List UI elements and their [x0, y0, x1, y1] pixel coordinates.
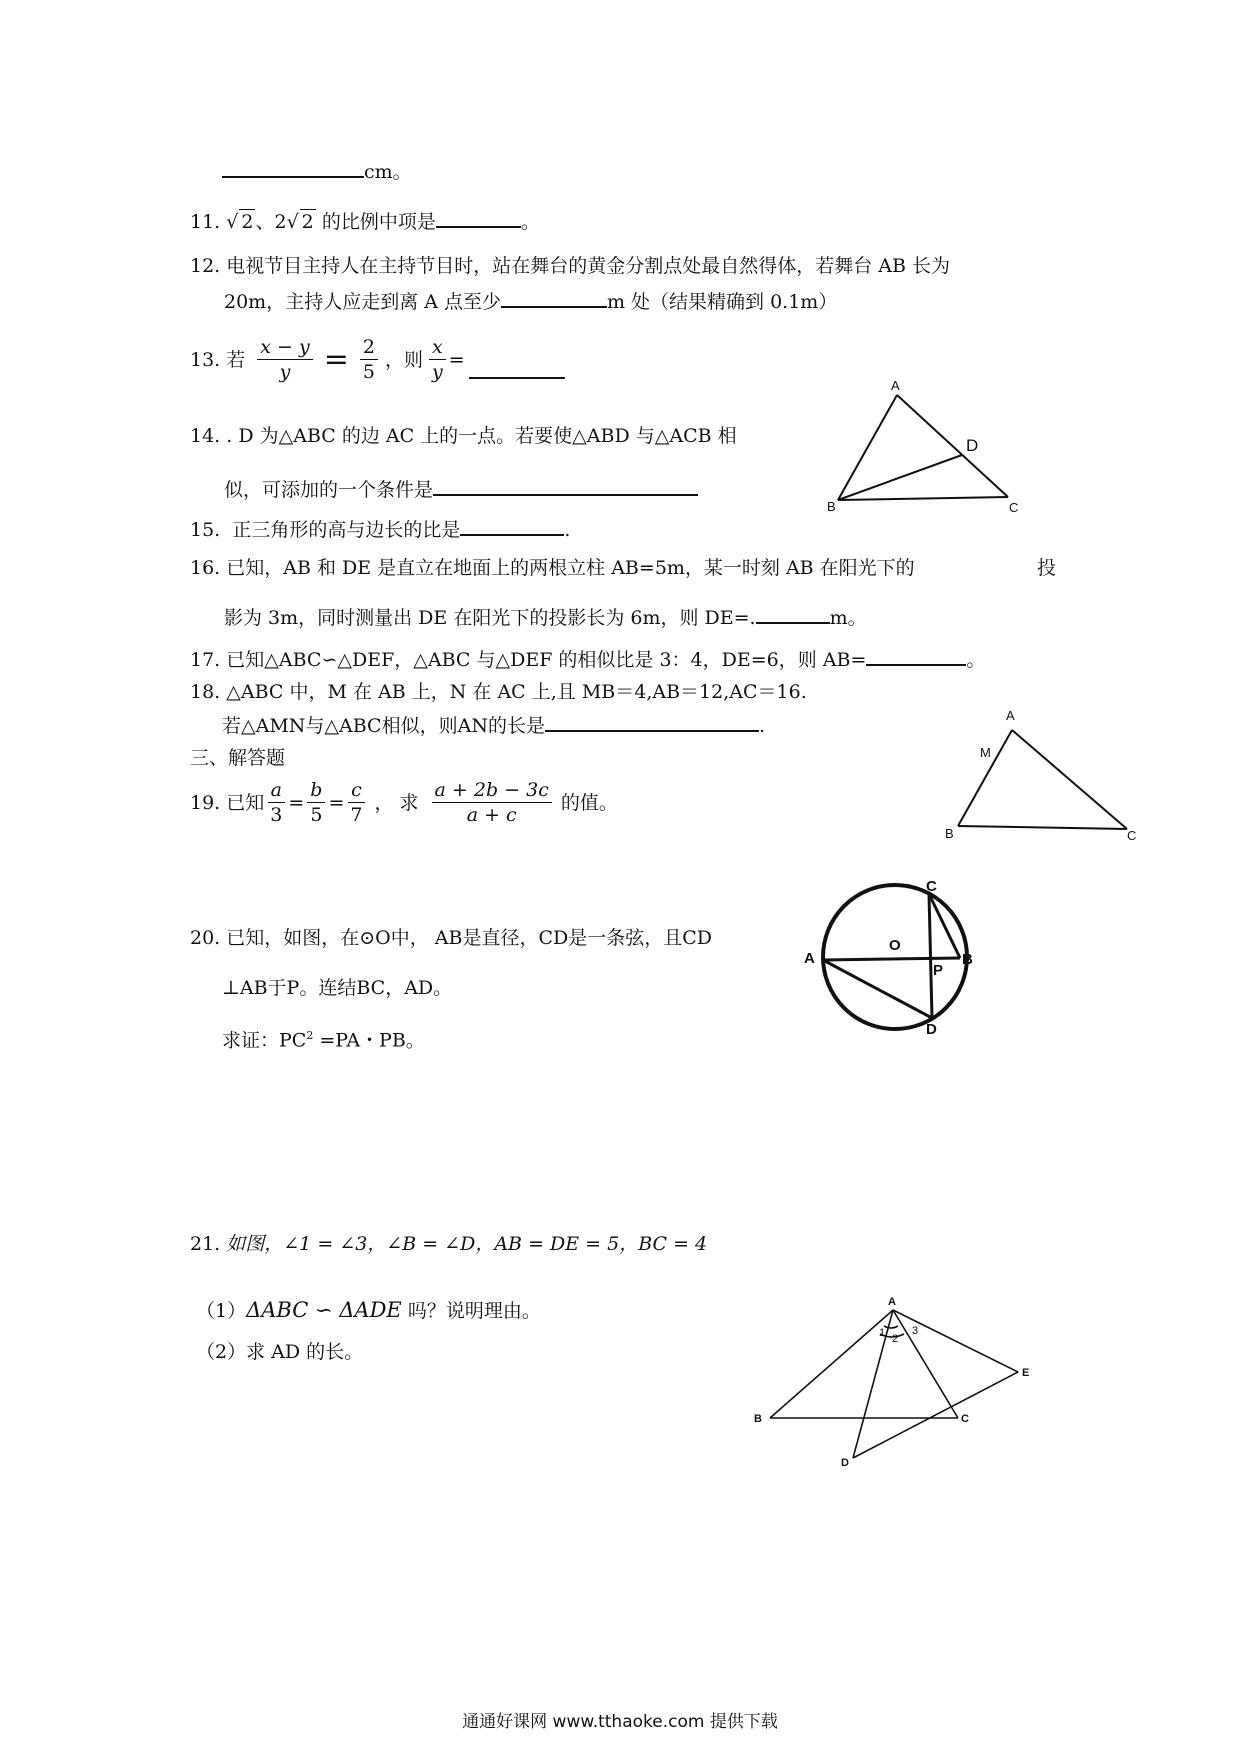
fig21-angle-2: 2 [892, 1333, 899, 1345]
question-14-line2: 似，可添加的一个条件是 [224, 476, 698, 502]
fraction: $\frac{x - y}{y}$ [257, 335, 312, 384]
fig20-label-p: P [933, 962, 944, 979]
fig18-label-b: B [945, 826, 954, 841]
fig20-label-b: B [962, 951, 973, 968]
fig14-label-c: C [1009, 500, 1019, 515]
fig20-label-a: A [804, 950, 815, 967]
question-16-line2: 影为 3m，同时测量出 DE 在阳光下的投影长为 6m，则 DE=. m。 [224, 604, 867, 630]
question-number: 15. [190, 519, 221, 541]
question-19: 19. 已知 $\frac{a}{3}$ = $\frac{b}{5}$ = $\frac{c}{7}$ ， 求 $\frac{a + 2b - 3c}{a + c}$ 的值。 [190, 779, 618, 826]
figure-circle [823, 885, 967, 1029]
fig20-label-c: C [926, 878, 937, 895]
figure-triangle-abd [838, 395, 1008, 500]
fig21-angle-1: 1 [879, 1327, 886, 1339]
fig20-label-d: D [926, 1021, 937, 1038]
question-11: 11. √ 2 、2√ 2 的比例中项是 。 [190, 208, 540, 234]
fig18-label-c: C [1127, 828, 1137, 843]
fig21-label-e: E [1022, 1367, 1030, 1379]
fig20-label-o: O [889, 937, 901, 954]
question-number: 17. [190, 649, 221, 671]
fig21-label-d: D [841, 1457, 849, 1469]
question-number: 21. [190, 1233, 221, 1255]
question-18-line1: 18. △ABC 中，M 在 AB 上，N 在 AC 上,且 MB＝4,AB＝12,AC＝16. [190, 681, 807, 703]
question-15: 15. 正三角形的高与边长的比是 . [190, 516, 570, 542]
section-heading: 三、解答题 [190, 747, 286, 769]
fraction: $\frac{b}{5}$ [307, 778, 325, 827]
fig14-label-b: B [827, 499, 836, 514]
question-18-line2: 若△AMN与△ABC相似，则AN的长是 . [222, 712, 765, 738]
question-20-line1: 20. 已知，如图，在⊙O中， AB是直径，CD是一条弦，且CD [190, 927, 713, 949]
fraction: $\frac{2}{5}$ [360, 335, 378, 384]
fig21-label-b: B [754, 1413, 762, 1425]
fig14-label-a: A [891, 378, 900, 393]
fraction: $\frac{x}{y}$ [429, 335, 446, 384]
question-21-part2: （2）求 AD 的长。 [196, 1341, 364, 1363]
fig21-label-c: C [961, 1413, 969, 1425]
fig21-label-a: A [888, 1296, 896, 1308]
question-13: 13. 若 $\frac{x - y}{y}$ = $\frac{2}{5}$ ，则 $\frac{x}{y}$ = [190, 335, 565, 384]
fig21-angle-3: 3 [912, 1325, 919, 1337]
question-16-tou: 投 [1037, 557, 1057, 579]
question-17: 17. 已知△ABC∽△DEF，△ABC 与△DEF 的相似比是 3：4，DE=6，则 AB= 。 [190, 646, 985, 672]
question-21-part1: （1）ΔABC ∽ ΔADE 吗？说明理由。 [196, 1298, 541, 1322]
question-number: 16. [190, 557, 221, 579]
question-number: 12. [190, 255, 221, 277]
fig18-label-a: A [1006, 708, 1015, 723]
question-number: 11. [190, 211, 221, 233]
question-20-line2: ⊥AB于P。连结BC，AD。 [222, 977, 453, 999]
question-number: 20. [190, 927, 221, 949]
question-16-line1: 16. 已知，AB 和 DE 是直立在地面上的两根立柱 AB=5m，某一时刻 AB 在阳光下的 [190, 557, 915, 579]
question-14-line1: 14. . D 为△ABC 的边 AC 上的一点。若要使△ABD 与△ACB 相 [190, 425, 737, 447]
fraction: $\frac{a + 2b - 3c}{a + c}$ [432, 778, 552, 827]
question-20-line3: 求证：$PC^2 =PA$・PB。 [222, 1029, 425, 1052]
fig18-label-m: M [980, 745, 991, 760]
fraction: $\frac{a}{3}$ [267, 778, 285, 827]
page-footer: 通通好课网 www.tthaoke.com 提供下载 [462, 1712, 778, 1732]
question-number: 14. [190, 425, 221, 447]
q10-line: cm。 [222, 158, 412, 184]
question-number: 19. [190, 791, 221, 814]
question-12-line1: 12. 电视节目主持人在主持节目时，站在舞台的黄金分割点处最自然得体，若舞台 AB 长为 [190, 255, 951, 277]
fraction: $\frac{c}{7}$ [347, 778, 365, 827]
fig14-label-d: D [966, 436, 979, 455]
question-12-line2: 20m，主持人应走到离 A 点至少 m 处（结果精确到 0.1m） [224, 288, 837, 314]
question-number: 13. [190, 348, 221, 371]
question-21-line1: 21. 如图，∠1 = ∠3，∠B = ∠D，AB = DE = 5，BC = 4 [190, 1233, 708, 1255]
question-number: 18. [190, 681, 221, 703]
